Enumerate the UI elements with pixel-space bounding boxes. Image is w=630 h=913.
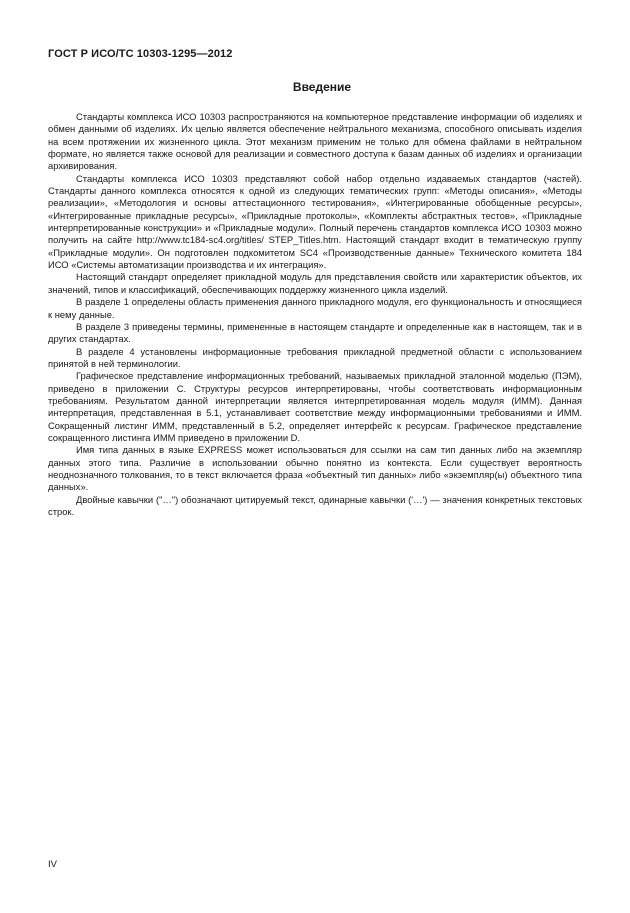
- paragraph: Стандарты комплекса ИСО 10303 распространяются на компьютерное представление информации об изделиях и обмен данными об изделиях. Их целью является обеспечение нейтрального механизма, способного описывать изделия на всем протяжении их жизненного цикла. Этот механизм применим не только для обмена файлами в нейтральном формате, но является также основой для реализации и совместного доступа к базам данных об изделиях и организации архивирования.: [48, 111, 582, 172]
- page-number: IV: [48, 859, 57, 870]
- paragraph: Настоящий стандарт определяет прикладной модуль для представления свойств или характеристик объектов, их значений, типов и классификаций, обеспечивающих поддержку жизненного цикла изделий.: [48, 271, 582, 295]
- paragraph: Двойные кавычки ("…") обозначают цитируемый текст, одинарные кавычки ('…') — значения конкретных текстовых строк.: [48, 493, 582, 517]
- document-header: ГОСТ Р ИСО/ТС 10303-1295—2012: [48, 48, 233, 60]
- section-title: Введение: [292, 80, 352, 94]
- paragraph: Имя типа данных в языке EXPRESS может использоваться для ссылки на сам тип данных либо на экземпляр данных этого типа. Различие в использовании обычно понятно из контекста. Если существует вероятность неоднозначного толкования, то в текст включается фраза «объектный тип данных» либо «экземпляр(ы) объектного типа данных».: [48, 444, 582, 493]
- paragraph: Графическое представление информационных требований, называемых прикладной эталонной моделью (ПЭМ), приведено в приложении С. Структуры ресурсов интерпретированы, чтобы соответствовать информационным требованиям. Результатом данной интерпретации является интерпретированная модель модуля (ИММ). Данная интерпретация, представленная в 5.1, устанавливает соответствие между информационными требованиями и ИММ. Сокращенный листинг ИММ, представленный в 5.2, определяет интерфейс к ресурсам. Графическое представление сокращенного листинга ИММ приведено в приложении D.: [48, 370, 582, 443]
- paragraph: В разделе 3 приведены термины, примененные в настоящем стандарте и определенные как в настоящем, так и в других стандартах.: [48, 320, 582, 345]
- paragraph: В разделе 1 определены область применения данного прикладного модуля, его функциональность и относящиеся к нему данные.: [48, 296, 582, 320]
- body-text: [48, 111, 582, 518]
- paragraph: Стандарты комплекса ИСО 10303 представляют собой набор отдельно издаваемых стандартов (частей). Стандарты данного комплекса относятся к одной из следующих тематических групп: «Методы описания», «Методы реализации», «Методология и основы аттестационного тестирования», «Интегрированные обобщенные ресурсы», «Интегрированные прикладные ресурсы», «Прикладные протоколы», «Комплекты абстрактных тестов», «Прикладные интерпретированные конструкции» и «Прикладные модули». Полный перечень стандартов комплекса ИСО 10303 можно получить на сайте http://www.tc184-sc4.org/titles/ STEP_Titles.htm. Настоящий стандарт входит в тематическую группу «Прикладные модули». Он подготовлен подкомитетом SC4 «Производственные данные» Технического комитета 184 ИСО «Системы автоматизации производства и их интеграция».: [48, 172, 582, 271]
- paragraph: В разделе 4 установлены информационные требования прикладной предметной области с использованием принятой в ней терминологии.: [48, 345, 582, 369]
